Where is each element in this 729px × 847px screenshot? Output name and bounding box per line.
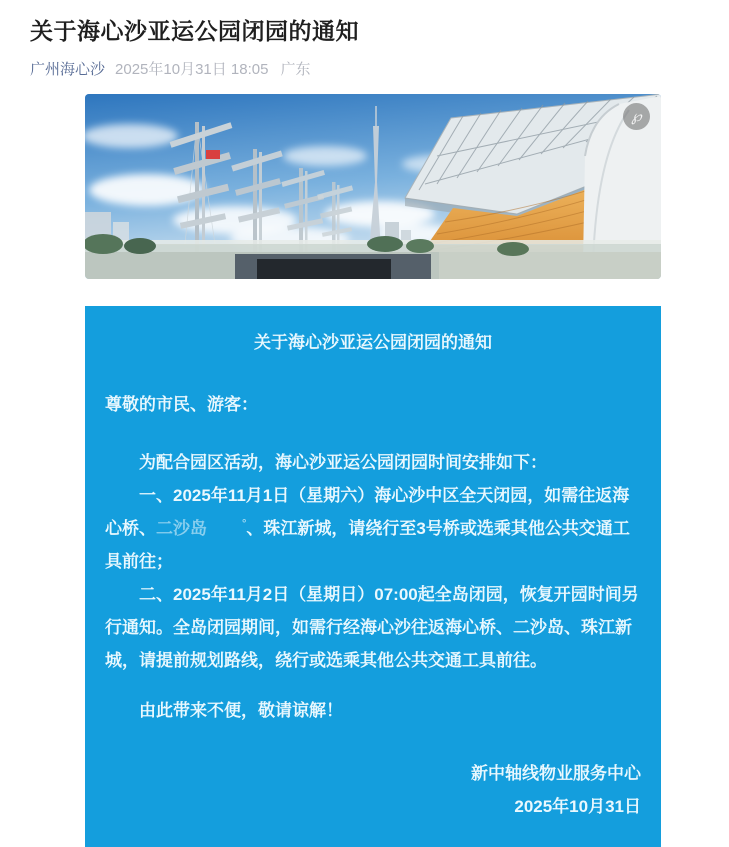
notice-item-1-text: 一、2025年11月1日（星期六）海心沙中区全天闭园，如需往返海心桥、 xyxy=(105,486,630,538)
notice-title: 关于海心沙亚运公园闭园的通知 xyxy=(254,333,492,352)
notice-apology: 由此带来不便，敬请谅解！ xyxy=(139,701,343,720)
notice-item-2: 二、2025年11月2日（星期日）07:00起全岛闭园，恢复开园时间另行通知。全岛闭园期间，如需行经海心沙往返海心桥、二沙岛、珠江新城，请提前规划路线，绕行或选乘其他公共交通工具前往。 xyxy=(105,585,639,670)
notice-intro: 为配合园区活动，海心沙亚运公园闭园时间安排如下： xyxy=(139,453,547,472)
notice-item-1-text-end: 、珠江新城，请绕行至3号桥或选乘其他公共交通工具前往； xyxy=(105,519,630,571)
notice-signer: 新中轴线物业服务中心 xyxy=(471,764,641,783)
notice-sign-date: 2025年10月31日 xyxy=(514,797,641,816)
article-byline xyxy=(30,60,699,80)
notice-salutation: 尊敬的市民、游客： xyxy=(105,395,258,414)
notice-card xyxy=(85,306,661,847)
hero-photo-svg xyxy=(85,94,661,279)
article-header xyxy=(0,0,729,80)
notice-item-1 xyxy=(105,479,641,578)
location-link-ershadao[interactable]: 二沙岛 xyxy=(156,519,207,538)
article-cover-image[interactable] xyxy=(85,94,661,279)
article-body xyxy=(85,94,661,847)
location-marker-icon: ° xyxy=(242,518,247,531)
publish-datetime: 2025年10月31日 18:05 xyxy=(115,61,269,78)
article-title: 关于海心沙亚运公园闭园的通知 xyxy=(30,18,359,44)
publish-region: 广东 xyxy=(280,61,311,78)
account-name-link[interactable]: 广州海心沙 xyxy=(30,61,106,78)
image-watermark-badge-icon[interactable]: ℘ xyxy=(623,103,650,130)
